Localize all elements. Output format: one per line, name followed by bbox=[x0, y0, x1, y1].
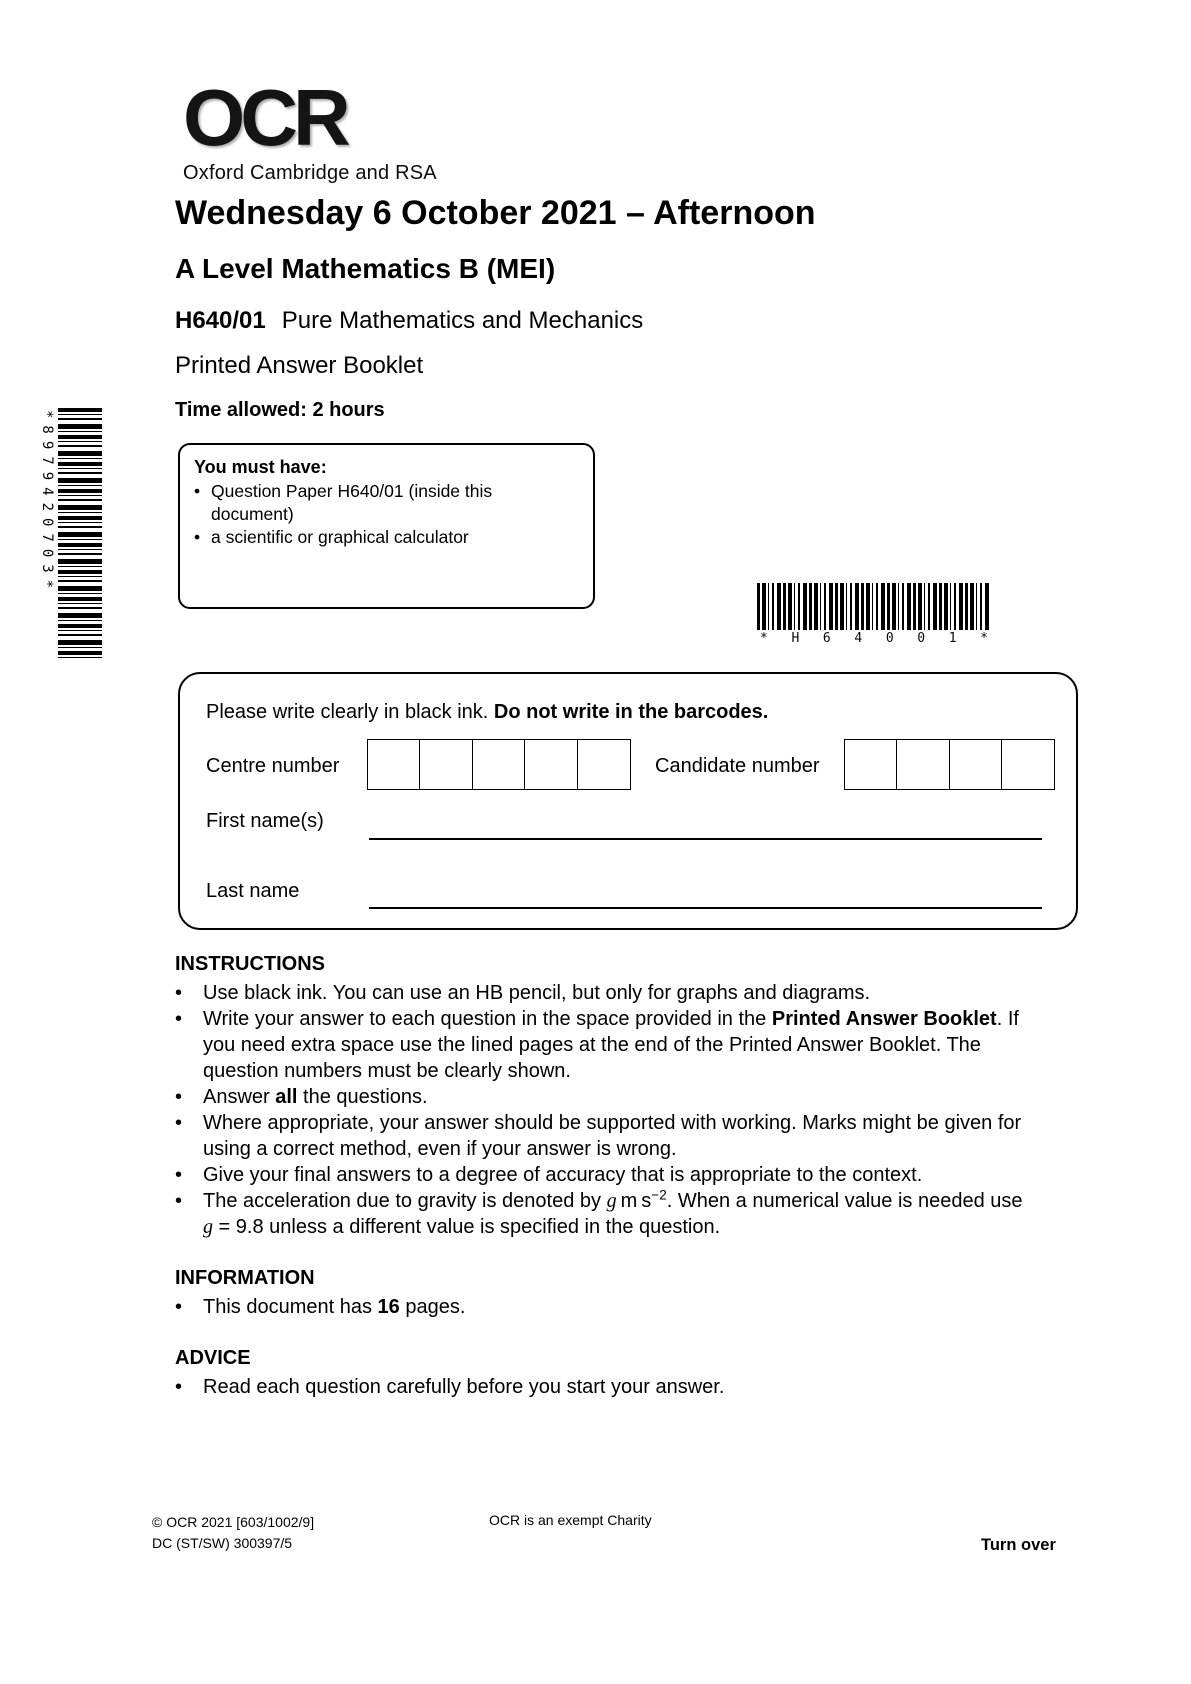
barcode-char: 4 bbox=[854, 631, 863, 646]
instructions-heading: INSTRUCTIONS bbox=[175, 953, 325, 975]
instructions-section bbox=[175, 951, 1023, 1240]
page-title: Wednesday 6 October 2021 – Afternoon bbox=[175, 194, 816, 232]
ocr-logo-text: OCR bbox=[183, 73, 346, 162]
notice-normal: Please write clearly in black ink. bbox=[206, 701, 494, 723]
bullet-icon: • bbox=[194, 527, 201, 547]
bullet-text: Question Paper H640/01 (inside this document) bbox=[211, 481, 493, 524]
bullet-text: Give your final answers to a degree of accuracy that is appropriate to the context. bbox=[203, 1164, 923, 1186]
information-section bbox=[175, 1265, 1023, 1320]
instruction-item bbox=[175, 1084, 1023, 1110]
black-ink-notice bbox=[206, 701, 768, 724]
must-have-list bbox=[194, 480, 579, 549]
bullet-text: a scientific or graphical calculator bbox=[211, 527, 469, 547]
bullet-icon: • bbox=[175, 1086, 183, 1108]
barcode-bars bbox=[58, 408, 102, 660]
bullet-text: The acceleration due to gravity is denoted by g m $s^{-2}$. When a numerical value is needed use g = 9.8 unless a different value is specified in the question. bbox=[203, 1187, 1023, 1238]
ocr-logo-tagline: Oxford Cambridge and RSA bbox=[183, 162, 437, 184]
instruction-item bbox=[175, 1162, 1023, 1188]
charity-note: OCR is an exempt Charity bbox=[489, 1512, 652, 1528]
information-list bbox=[175, 1294, 1023, 1320]
vertical-barcode bbox=[36, 408, 102, 660]
bullet-icon: • bbox=[194, 481, 201, 501]
barcode-char: H bbox=[791, 631, 800, 646]
bullet-text: Where appropriate, your answer should be supported with working. Marks might be given for using a correct method, even if your answer is wrong. bbox=[203, 1112, 1022, 1160]
barcode-bars bbox=[757, 583, 991, 630]
last-name-input[interactable] bbox=[369, 907, 1042, 909]
qualification-title: A Level Mathematics B (MEI) bbox=[175, 253, 556, 284]
notice-bold: Do not write in the barcodes. bbox=[493, 701, 769, 723]
instructions-list bbox=[175, 980, 1023, 1240]
barcode-char: 1 bbox=[948, 631, 957, 646]
instruction-item bbox=[175, 980, 1023, 1006]
barcode-char: * bbox=[980, 631, 988, 646]
advice-section bbox=[175, 1345, 1023, 1400]
vertical-barcode-digits: *8979420703* bbox=[39, 410, 55, 596]
bullet-text: Write your answer to each question in the space provided in the Printed Answer Booklet. If you need extra space use the lined pages at the end of the Printed Answer Booklet. The question numbers must be clearly shown. bbox=[203, 1008, 1019, 1082]
candidate-number-label: Candidate number bbox=[655, 755, 820, 777]
bullet-text: This document has 16 pages. bbox=[203, 1296, 466, 1318]
bullet-icon: • bbox=[175, 1164, 183, 1186]
bullet-text: Use black ink. You can use an HB pencil, but only for graphs and diagrams. bbox=[203, 982, 871, 1004]
barcode-char: * bbox=[760, 631, 768, 646]
barcode-char: 0 bbox=[917, 631, 926, 646]
centre-number-cell[interactable] bbox=[577, 739, 631, 790]
centre-number-cell[interactable] bbox=[367, 739, 421, 790]
instruction-item bbox=[175, 1006, 1023, 1084]
ocr-logo bbox=[183, 73, 437, 185]
bullet-icon: • bbox=[175, 1190, 183, 1212]
candidate-number-field[interactable] bbox=[845, 739, 1055, 790]
information-item bbox=[175, 1294, 1023, 1320]
centre-number-label: Centre number bbox=[206, 755, 340, 777]
time-allowed: Time allowed: 2 hours bbox=[175, 399, 385, 421]
paper-line bbox=[175, 307, 643, 335]
must-have-title: You must have: bbox=[194, 457, 327, 477]
bullet-icon: • bbox=[175, 982, 183, 1004]
last-name-label: Last name bbox=[206, 880, 300, 902]
paper-barcode bbox=[757, 583, 991, 646]
instruction-item bbox=[175, 1188, 1023, 1240]
candidate-details-box bbox=[178, 672, 1078, 930]
paper-name: Pure Mathematics and Mechanics bbox=[281, 307, 644, 334]
barcode-label bbox=[757, 630, 991, 646]
bullet-icon: • bbox=[175, 1008, 183, 1030]
centre-number-cell[interactable] bbox=[472, 739, 526, 790]
advice-heading: ADVICE bbox=[175, 1347, 251, 1369]
bullet-icon: • bbox=[175, 1296, 183, 1318]
candidate-number-cell[interactable] bbox=[1001, 739, 1055, 790]
dc-code-line: DC (ST/SW) 300397/5 bbox=[152, 1535, 293, 1551]
bullet-icon: • bbox=[175, 1112, 183, 1134]
centre-number-field[interactable] bbox=[368, 739, 631, 790]
first-name-label: First name(s) bbox=[206, 810, 324, 832]
cover-text bbox=[175, 951, 1023, 1425]
footer-left bbox=[152, 1512, 314, 1554]
must-have-item bbox=[194, 526, 579, 549]
candidate-number-cell[interactable] bbox=[949, 739, 1003, 790]
copyright-line: © OCR 2021 [603/1002/9] bbox=[152, 1514, 315, 1530]
bullet-text: Answer all the questions. bbox=[203, 1086, 428, 1108]
candidate-number-cell[interactable] bbox=[896, 739, 950, 790]
bullet-icon: • bbox=[175, 1376, 183, 1398]
advice-item bbox=[175, 1374, 1023, 1400]
first-name-input[interactable] bbox=[369, 838, 1042, 840]
must-have-box bbox=[178, 443, 595, 609]
must-have-item bbox=[194, 480, 579, 526]
document-type: Printed Answer Booklet bbox=[175, 352, 424, 379]
barcode-char: 0 bbox=[885, 631, 894, 646]
bullet-text: Read each question carefully before you start your answer. bbox=[203, 1376, 725, 1398]
turn-over-label: Turn over bbox=[981, 1536, 1056, 1554]
advice-list bbox=[175, 1374, 1023, 1400]
centre-number-cell[interactable] bbox=[419, 739, 473, 790]
candidate-number-cell[interactable] bbox=[844, 739, 898, 790]
paper-code: H640/01 bbox=[175, 307, 266, 334]
information-heading: INFORMATION bbox=[175, 1267, 315, 1289]
instruction-item bbox=[175, 1110, 1023, 1162]
centre-number-cell[interactable] bbox=[524, 739, 578, 790]
barcode-char: 6 bbox=[822, 631, 831, 646]
